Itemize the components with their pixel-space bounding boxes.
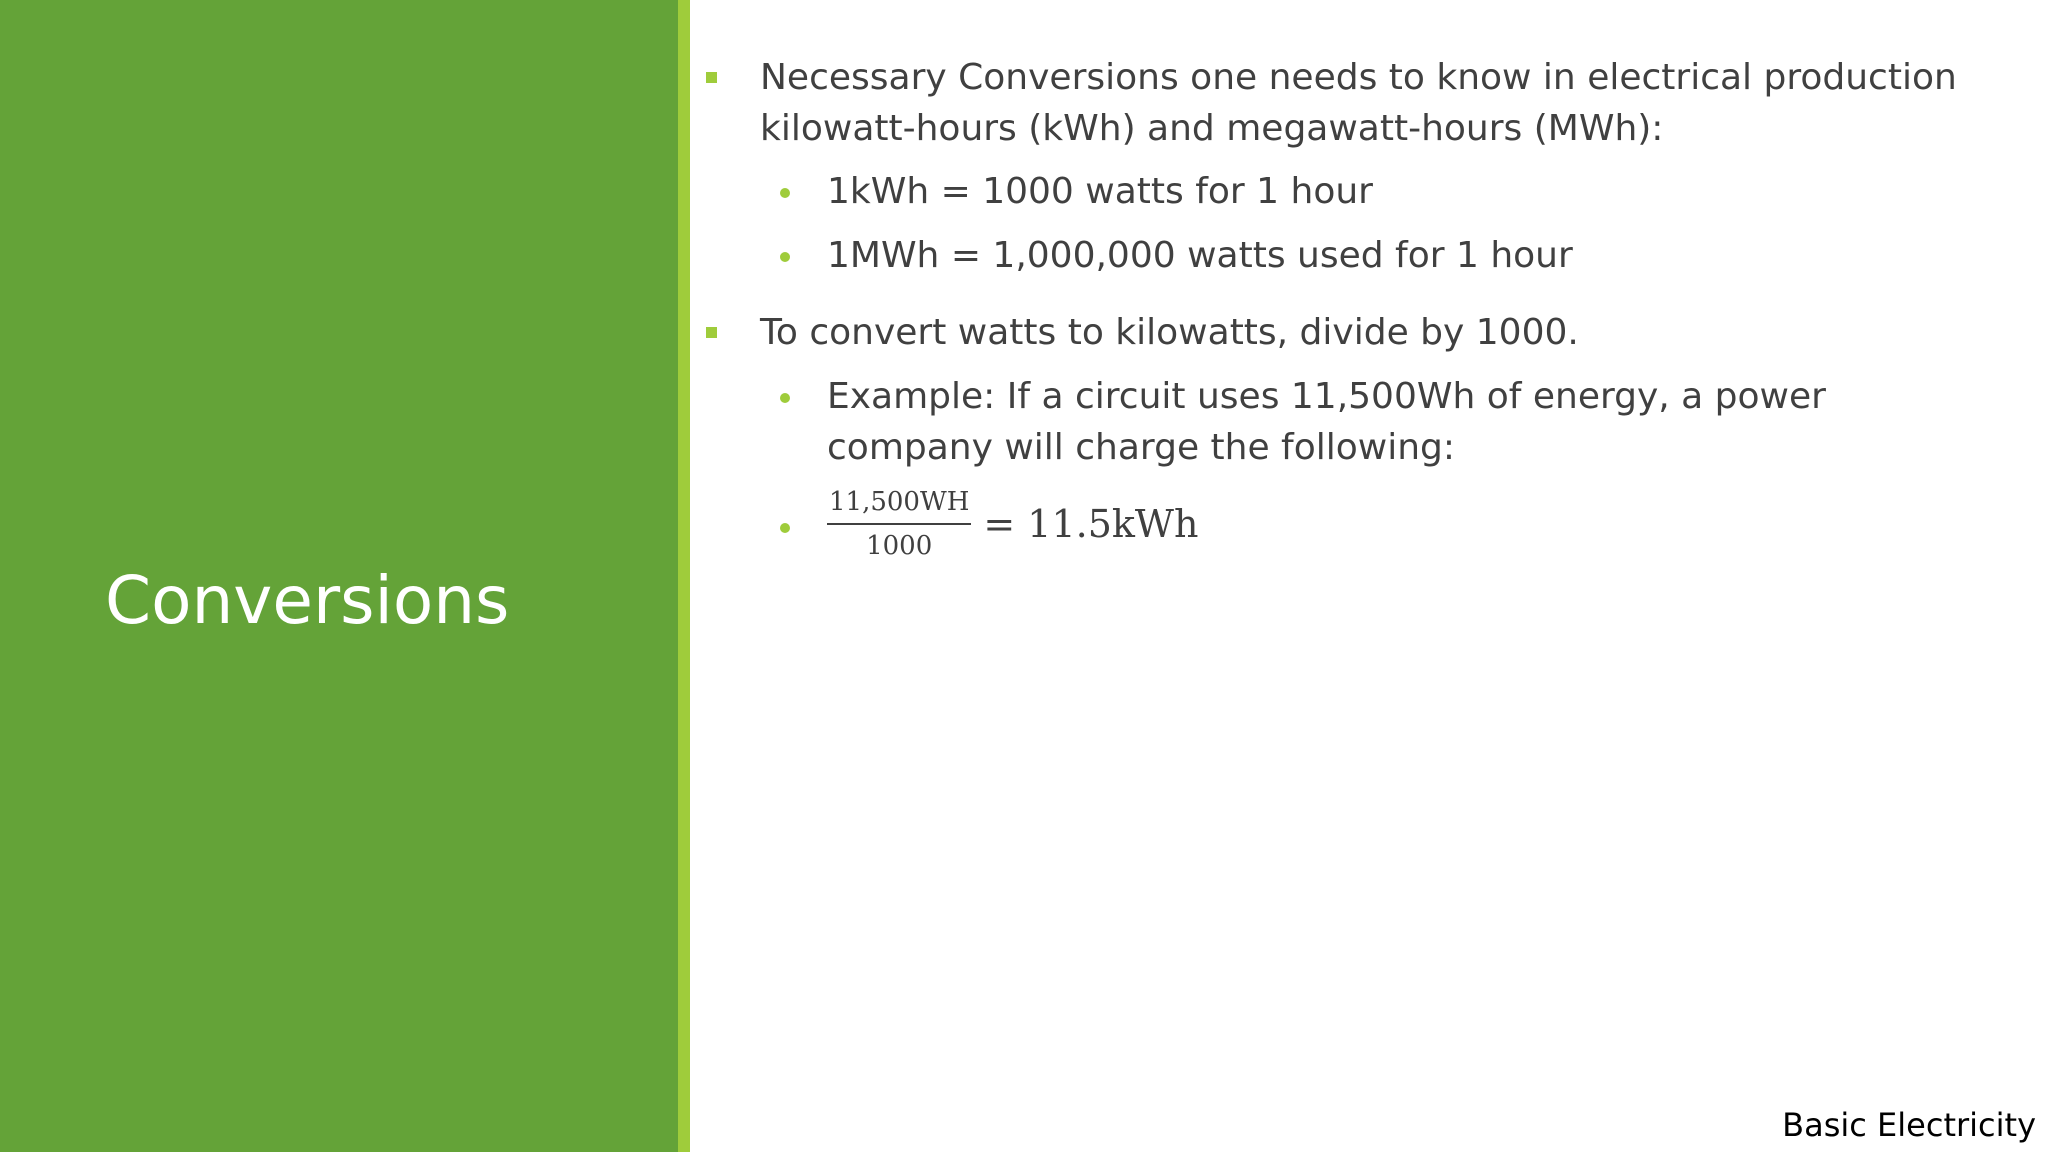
- dot-bullet-icon: [780, 252, 790, 262]
- sub-bullet-text: 1kWh = 1000 watts for 1 hour: [827, 171, 1373, 212]
- sub-bullet-text: Example: If a circuit uses 11,500Wh of energy, a power company will charge the following:: [827, 376, 1826, 468]
- dot-bullet-icon: [780, 393, 790, 403]
- fraction-denominator: 1000: [866, 531, 933, 561]
- title-panel: [0, 0, 678, 1152]
- dot-bullet-icon: [780, 188, 790, 198]
- content-area: [700, 52, 2000, 567]
- equation-result: = 11.5kWh: [983, 502, 1199, 546]
- fraction-numerator: 11,500WH: [827, 485, 971, 525]
- fraction: [827, 485, 971, 563]
- sub-bullet-kwh: [700, 166, 2000, 217]
- square-bullet-icon: [706, 72, 717, 83]
- bullet-text: To convert watts to kilowatts, divide by 1000.: [760, 312, 1579, 353]
- accent-divider: [678, 0, 690, 1152]
- square-bullet-icon: [706, 327, 717, 338]
- equation: [827, 481, 2000, 567]
- bullet-convert-watts: [700, 307, 2000, 358]
- sub-bullet-text: 1MWh = 1,000,000 watts used for 1 hour: [827, 235, 1573, 276]
- footer-text: Basic Electricity: [1782, 1106, 2036, 1144]
- bullet-necessary-conversions: [700, 52, 2000, 154]
- sub-bullet-mwh: [700, 230, 2000, 281]
- equation-row: [700, 481, 2000, 567]
- sub-bullet-example: [700, 371, 2000, 473]
- slide-title: Conversions: [105, 562, 510, 639]
- dot-bullet-icon: [780, 523, 790, 533]
- bullet-text: Necessary Conversions one needs to know in electrical production kilowatt-hours (kWh) and megawatt-hours (MWh):: [760, 57, 1957, 149]
